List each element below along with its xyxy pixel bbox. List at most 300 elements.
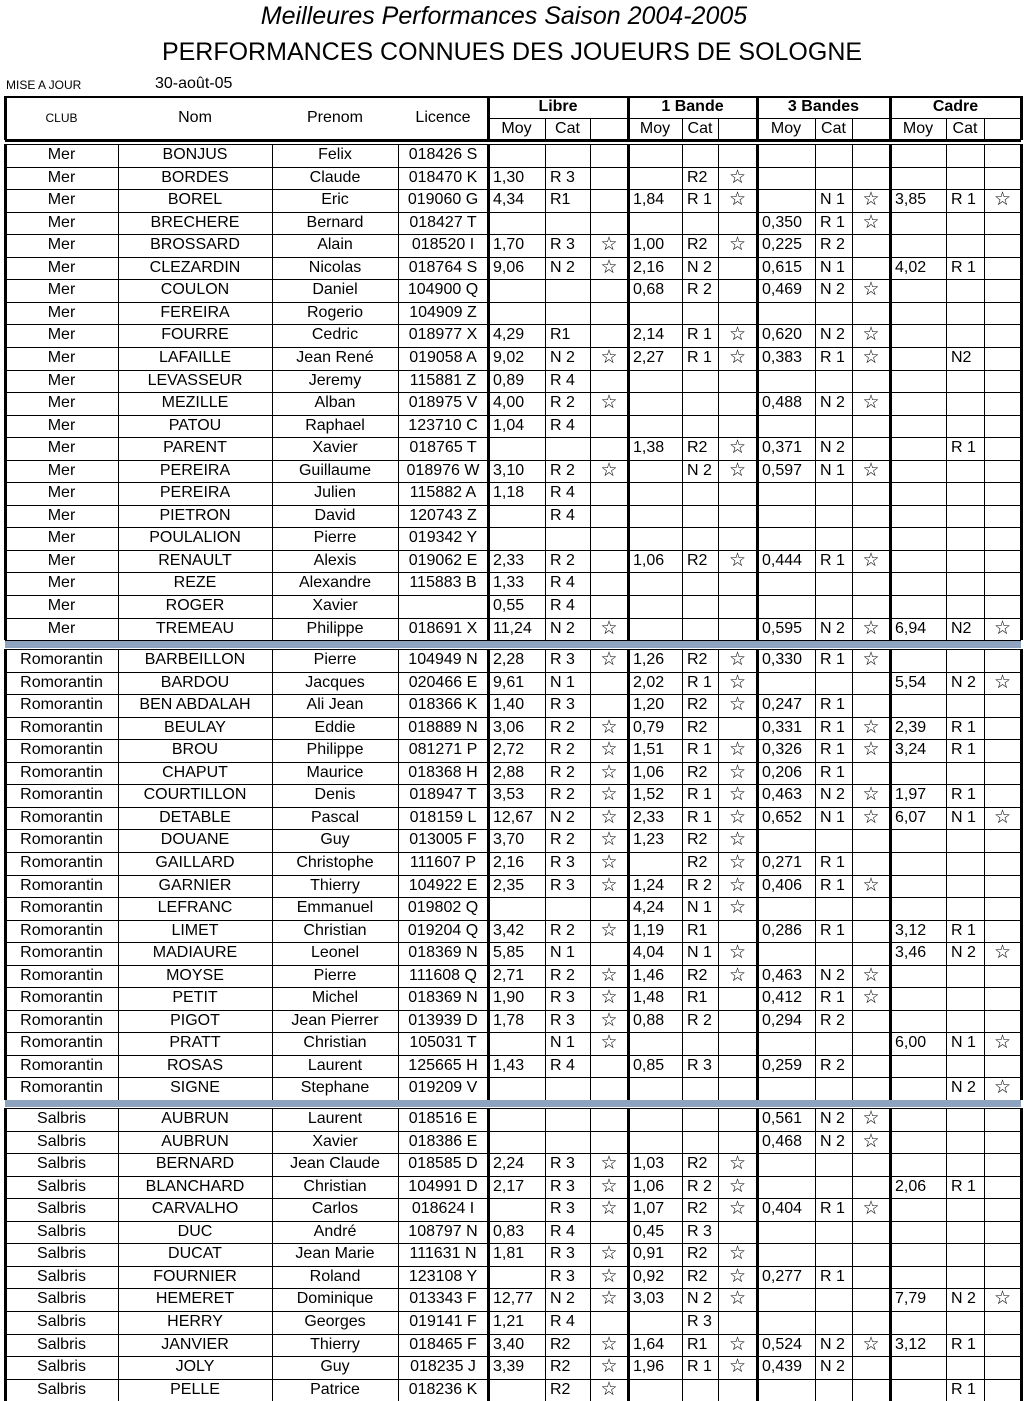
cell-1bande-star — [718, 1108, 757, 1131]
col-rule — [545, 144, 546, 640]
cell-cadre-cat: N2 — [951, 348, 972, 366]
cell-prenom: Pascal — [310, 808, 360, 826]
cell-prenom: Jean Pierrer — [291, 1011, 379, 1029]
cell-1bande-moy: 1,52 — [633, 786, 665, 804]
cell-1bande-star: ☆ — [728, 166, 747, 188]
cell-libre-star — [590, 572, 628, 595]
cell-1bande-cat: R1 — [687, 1335, 708, 1353]
cell-1bande-star: ☆ — [728, 234, 747, 256]
col-rule — [487, 1108, 490, 1401]
cell-libre-moy: 1,33 — [493, 574, 525, 592]
cell-licence: 104900 Q — [407, 281, 479, 299]
cell-3bandes-star: ☆ — [862, 324, 880, 346]
cell-3bandes-cat: R 1 — [820, 921, 845, 939]
cell-1bande-moy: 1,48 — [633, 989, 665, 1007]
cell-1bande-cat: R2 — [687, 1245, 708, 1263]
cell-1bande-moy — [633, 595, 682, 618]
cell-nom: JOLY — [175, 1358, 215, 1376]
header-3bandes-moy: Moy — [770, 120, 802, 137]
cell-prenom: Thierry — [310, 876, 360, 894]
cell-nom: DUCAT — [168, 1245, 222, 1263]
cell-libre-moy: 1,21 — [493, 1312, 525, 1330]
cell-cadre-cat: R 1 — [951, 191, 976, 209]
cell-3bandes-cat: N 2 — [820, 1335, 845, 1353]
cell-cadre-star: ☆ — [993, 189, 1012, 211]
cell-cadre-star: ☆ — [993, 806, 1012, 828]
cell-3bandes-star — [852, 572, 890, 595]
cell-3bandes-cat: N 2 — [820, 619, 845, 637]
cell-libre-cat: N 2 — [550, 808, 575, 826]
cell-cadre-cat — [951, 1055, 984, 1078]
cell-cadre-moy — [895, 1108, 946, 1131]
cell-3bandes-star: ☆ — [862, 211, 880, 233]
cell-cadre-cat — [951, 965, 984, 988]
header-cadre-moy: Moy — [902, 120, 934, 137]
cell-libre-cat: R 4 — [550, 1312, 575, 1330]
cell-3bandes-cat: N 2 — [820, 394, 845, 412]
cell-club: Romorantin — [20, 1056, 103, 1074]
cell-cadre-cat — [951, 1311, 984, 1334]
cell-club: Mer — [47, 348, 76, 366]
cell-cadre-moy: 3,46 — [895, 944, 927, 962]
cell-libre-cat: R 4 — [550, 1222, 575, 1240]
cell-club: Mer — [47, 303, 76, 321]
cell-3bandes-star — [852, 505, 890, 528]
header-cadre-cat: Cat — [952, 120, 978, 137]
header-col-rule — [1020, 96, 1023, 140]
cell-3bandes-star: ☆ — [862, 459, 880, 481]
cell-libre-star — [590, 415, 628, 438]
cell-cadre-star: ☆ — [993, 942, 1012, 964]
cell-3bandes-star — [852, 1010, 890, 1033]
cell-nom: DOUANE — [160, 831, 230, 849]
cell-3bandes-star — [852, 942, 890, 965]
cell-3bandes-star: ☆ — [862, 739, 880, 761]
cell-1bande-star — [718, 1379, 757, 1401]
cell-nom: CHAPUT — [162, 763, 228, 781]
cell-3bandes-cat — [820, 897, 852, 920]
cell-cadre-cat — [951, 392, 984, 415]
cell-libre-star — [590, 1131, 628, 1154]
cell-club: Mer — [47, 597, 76, 614]
cell-cadre-star — [984, 1311, 1021, 1334]
col-rule — [815, 144, 816, 640]
cell-libre-star — [590, 212, 628, 235]
cell-libre-moy — [493, 1077, 545, 1100]
cell-libre-star — [590, 279, 628, 302]
cell-1bande-cat: R2 — [687, 718, 708, 736]
cell-licence: 018386 E — [408, 1132, 478, 1150]
cell-cadre-moy — [895, 550, 946, 573]
cell-1bande-moy: 1,26 — [633, 651, 665, 668]
cell-nom: AUBRUN — [161, 1132, 229, 1150]
cell-licence: 018516 E — [408, 1110, 478, 1127]
cell-cadre-moy: 6,00 — [895, 1034, 927, 1052]
col-rule — [590, 144, 591, 640]
cell-libre-moy — [493, 437, 545, 460]
cell-libre-moy: 1,81 — [493, 1245, 525, 1263]
cell-cadre-moy — [895, 392, 946, 415]
cell-1bande-cat: R 3 — [687, 1312, 712, 1330]
cell-3bandes-cat: R 1 — [820, 651, 845, 668]
cell-1bande-cat: R 2 — [687, 876, 712, 894]
cell-libre-star: ☆ — [600, 649, 618, 670]
cell-licence: 123710 C — [408, 416, 478, 434]
cell-3bandes-moy: 0,561 — [762, 1110, 803, 1127]
cell-licence: 108797 N — [408, 1222, 478, 1240]
cell-3bandes-cat: R 1 — [820, 763, 845, 781]
cell-libre-cat: R 3 — [550, 1177, 575, 1195]
cell-3bandes-cat — [820, 572, 852, 595]
cell-prenom: David — [314, 506, 356, 524]
cell-1bande-star — [718, 618, 757, 641]
cell-nom: RENAULT — [158, 551, 232, 569]
cell-libre-star: ☆ — [600, 256, 618, 278]
header-bottom-rule — [5, 139, 1021, 142]
cell-licence: 018159 L — [409, 808, 477, 826]
cell-cadre-cat: R 1 — [951, 718, 976, 736]
header-libre-cat: Cat — [555, 120, 580, 137]
cell-club: Salbris — [37, 1245, 86, 1263]
cell-3bandes-cat — [820, 595, 852, 618]
cell-cadre-moy — [895, 279, 946, 302]
cell-club: Romorantin — [20, 1011, 103, 1029]
cell-libre-star — [590, 694, 628, 717]
cell-cadre-star — [984, 460, 1021, 483]
cell-3bandes-cat: N 1 — [820, 258, 845, 276]
cell-1bande-star — [718, 505, 757, 528]
cell-cadre-moy — [895, 370, 946, 393]
cell-prenom: Jacques — [305, 673, 365, 691]
cell-3bandes-moy: 0,326 — [762, 741, 803, 759]
cell-cadre-cat: R 1 — [951, 741, 976, 759]
cell-cadre-cat — [951, 694, 984, 717]
cell-libre-cat: R 2 — [550, 786, 575, 804]
col-rule — [272, 144, 273, 640]
group-separator-band — [5, 641, 1021, 648]
cell-libre-moy: 3,53 — [493, 786, 525, 804]
cell-cadre-cat — [951, 212, 984, 235]
cell-prenom: Christian — [303, 1034, 367, 1052]
cell-licence: 018976 W — [406, 461, 480, 479]
cell-libre-cat: R 3 — [550, 1200, 575, 1218]
cell-cadre-cat: R 1 — [951, 786, 976, 804]
header-nom: Nom — [178, 109, 212, 126]
cell-libre-moy — [493, 144, 545, 167]
cell-3bandes-cat: R 1 — [820, 348, 845, 366]
cell-1bande-cat: R1 — [687, 921, 708, 939]
cell-licence: 019209 V — [408, 1079, 478, 1097]
cell-libre-star: ☆ — [600, 1288, 618, 1310]
col-rule — [718, 144, 719, 640]
cell-3bandes-moy: 0,350 — [762, 213, 803, 231]
cell-3bandes-moy: 0,247 — [762, 696, 803, 714]
cell-club: Salbris — [37, 1335, 86, 1353]
cell-1bande-star — [718, 920, 757, 943]
cell-libre-star — [590, 897, 628, 920]
cell-1bande-star: ☆ — [728, 1198, 747, 1220]
cell-cadre-star — [984, 717, 1021, 740]
cell-club: Mer — [47, 619, 76, 637]
cell-3bandes-star: ☆ — [862, 392, 880, 414]
cell-1bande-star — [718, 144, 757, 167]
cell-3bandes-star — [852, 527, 890, 550]
cell-3bandes-moy — [762, 595, 815, 618]
cell-1bande-cat: N 2 — [687, 1290, 712, 1308]
cell-3bandes-moy — [762, 189, 815, 212]
cell-3bandes-cat: R 1 — [820, 1200, 845, 1218]
cell-prenom: Julien — [314, 484, 356, 502]
cell-libre-cat: R2 — [550, 1380, 571, 1398]
col-rule — [852, 144, 853, 640]
cell-cadre-star — [984, 595, 1021, 618]
cell-libre-cat: R 3 — [550, 989, 575, 1007]
cell-libre-star — [590, 167, 628, 190]
cell-cadre-star — [984, 649, 1021, 672]
cell-cadre-star: ☆ — [993, 1288, 1012, 1310]
cell-3bandes-moy — [762, 897, 815, 920]
col-rule — [984, 144, 985, 640]
cell-nom: REZE — [173, 574, 217, 592]
cell-nom: ROGER — [165, 597, 225, 614]
cell-3bandes-cat: R 1 — [820, 213, 845, 231]
cell-nom: PARENT — [163, 439, 227, 457]
cell-1bande-moy — [633, 392, 682, 415]
col-rule — [627, 649, 630, 1100]
cell-club: Romorantin — [20, 651, 103, 668]
cell-libre-cat: R2 — [550, 1335, 571, 1353]
cell-1bande-star: ☆ — [728, 897, 747, 919]
cell-3bandes-moy — [762, 415, 815, 438]
cell-cadre-star — [984, 347, 1021, 370]
cell-3bandes-moy: 0,468 — [762, 1132, 803, 1150]
cell-club: Romorantin — [20, 763, 103, 781]
cell-libre-star: ☆ — [600, 1032, 618, 1054]
cell-club: Mer — [47, 506, 76, 524]
cell-cadre-cat — [951, 987, 984, 1010]
col-rule — [889, 1108, 892, 1401]
header-col-rule — [946, 118, 947, 140]
cell-3bandes-moy — [762, 527, 815, 550]
cell-3bandes-star — [852, 694, 890, 717]
cell-libre-cat: N 2 — [550, 619, 575, 637]
cell-3bandes-star — [852, 672, 890, 695]
cell-libre-star: ☆ — [600, 987, 618, 1009]
cell-cadre-star — [984, 144, 1021, 167]
cell-club: Romorantin — [20, 808, 103, 826]
cell-prenom: Denis — [314, 786, 356, 804]
cell-cadre-star — [984, 1379, 1021, 1401]
cell-cadre-cat — [951, 527, 984, 550]
cell-licence: 018765 T — [409, 439, 477, 457]
cell-prenom: Xavier — [312, 439, 358, 457]
cell-nom: BERNARD — [155, 1155, 235, 1173]
cell-licence: 111608 Q — [409, 966, 477, 984]
cell-cadre-cat: R 1 — [951, 439, 976, 457]
col-rule — [627, 144, 630, 640]
cell-3bandes-star: ☆ — [862, 279, 880, 301]
cell-3bandes-star — [852, 1266, 890, 1289]
cell-libre-moy: 11,24 — [493, 619, 532, 637]
cell-libre-moy: 3,39 — [493, 1358, 525, 1376]
cell-1bande-moy — [633, 1077, 682, 1100]
cell-licence: 104949 N — [408, 651, 478, 668]
cell-3bandes-star — [852, 1379, 890, 1401]
cell-1bande-cat: R 2 — [687, 1011, 712, 1029]
cell-licence: 019141 F — [409, 1312, 477, 1330]
cell-1bande-cat: N 2 — [687, 258, 712, 276]
cell-1bande-star — [718, 527, 757, 550]
cell-prenom: Laurent — [307, 1110, 363, 1127]
cell-1bande-cat — [687, 392, 718, 415]
cell-1bande-star: ☆ — [728, 964, 747, 986]
cell-3bandes-cat: R 2 — [820, 1011, 845, 1029]
cell-cadre-star: ☆ — [993, 1077, 1012, 1099]
cell-prenom: Pierre — [313, 529, 357, 547]
cell-cadre-star — [984, 1176, 1021, 1199]
cell-nom: PELLE — [170, 1380, 220, 1398]
cell-cadre-cat — [951, 460, 984, 483]
cell-3bandes-star: ☆ — [862, 617, 880, 639]
cell-1bande-star: ☆ — [728, 694, 747, 716]
cell-licence: 018470 K — [408, 168, 478, 186]
cell-1bande-moy: 0,92 — [633, 1267, 665, 1285]
cell-3bandes-star: ☆ — [862, 549, 880, 571]
cell-prenom: Bernard — [306, 213, 364, 231]
cell-libre-star: ☆ — [600, 392, 618, 414]
cell-cadre-cat — [951, 505, 984, 528]
col-rule — [398, 1108, 399, 1401]
cell-1bande-moy — [633, 1311, 682, 1334]
cell-3bandes-cat: R 1 — [820, 876, 845, 894]
cell-cadre-star — [984, 1221, 1021, 1244]
cell-1bande-cat — [687, 370, 718, 393]
cell-club: Mer — [47, 371, 76, 389]
cell-club: Romorantin — [20, 786, 103, 804]
cell-3bandes-moy: 0,488 — [762, 394, 803, 412]
cell-libre-cat: N 2 — [550, 348, 575, 366]
cell-club: Mer — [47, 529, 76, 547]
cell-cadre-cat — [951, 279, 984, 302]
cell-prenom: Christophe — [296, 853, 374, 871]
cell-cadre-moy — [895, 167, 946, 190]
cell-3bandes-moy: 0,463 — [762, 786, 803, 804]
cell-cadre-moy — [895, 347, 946, 370]
cell-3bandes-moy — [762, 829, 815, 852]
cell-3bandes-moy: 0,469 — [762, 281, 803, 299]
cell-licence: 120743 Z — [409, 506, 477, 524]
update-label: MISE A JOUR — [6, 78, 82, 92]
cell-licence: 125665 H — [408, 1056, 478, 1074]
cell-nom: PRATT — [169, 1034, 221, 1052]
cell-prenom: Patrice — [310, 1380, 360, 1398]
cell-cadre-cat — [951, 370, 984, 393]
cell-cadre-moy — [895, 1243, 946, 1266]
cell-3bandes-cat: N 2 — [820, 966, 845, 984]
cell-cadre-moy: 6,94 — [895, 619, 927, 637]
cell-3bandes-star: ☆ — [862, 649, 880, 670]
cell-cadre-moy — [895, 234, 946, 257]
cell-nom: MEZILLE — [161, 394, 229, 412]
cell-nom: COURTILLON — [143, 786, 247, 804]
cell-1bande-star: ☆ — [728, 739, 747, 761]
cell-1bande-moy: 4,04 — [633, 944, 665, 962]
cell-cadre-star — [984, 370, 1021, 393]
col-rule — [118, 144, 119, 640]
cell-prenom: Jean Marie — [295, 1245, 375, 1263]
cell-libre-star — [590, 1221, 628, 1244]
cell-libre-moy — [493, 279, 545, 302]
cell-licence: 019342 Y — [408, 529, 478, 547]
cell-libre-star: ☆ — [600, 1356, 618, 1378]
cell-3bandes-star — [852, 595, 890, 618]
col-rule — [118, 1108, 119, 1401]
cell-1bande-moy — [633, 572, 682, 595]
cell-libre-cat — [550, 279, 590, 302]
cell-3bandes-moy: 0,330 — [762, 651, 803, 668]
cell-libre-moy — [493, 527, 545, 550]
cell-1bande-cat: R 1 — [687, 1358, 712, 1376]
cell-3bandes-cat: N 2 — [820, 281, 845, 299]
cell-prenom: Rogerio — [306, 303, 364, 321]
cell-1bande-star — [718, 1010, 757, 1033]
cell-cadre-star — [984, 257, 1021, 280]
cell-1bande-star: ☆ — [728, 761, 747, 783]
cell-libre-cat — [550, 1108, 590, 1131]
cell-licence: 018366 K — [408, 696, 478, 714]
cell-club: Mer — [47, 281, 76, 299]
cell-3bandes-cat: N 2 — [820, 1110, 845, 1127]
cell-licence: 019204 Q — [407, 921, 479, 939]
cell-1bande-cat — [687, 505, 718, 528]
cell-cadre-cat: R 1 — [951, 1380, 976, 1398]
cell-licence: 115882 A — [409, 484, 477, 502]
cell-club: Mer — [47, 191, 76, 209]
cell-libre-star — [590, 672, 628, 695]
col-rule — [756, 1108, 759, 1401]
cell-cadre-cat — [951, 324, 984, 347]
cell-cadre-star — [984, 1010, 1021, 1033]
cell-libre-cat — [550, 437, 590, 460]
cell-libre-moy: 1,70 — [493, 236, 525, 254]
cell-cadre-cat — [951, 167, 984, 190]
cell-cadre-moy — [895, 324, 946, 347]
cell-cadre-star — [984, 437, 1021, 460]
cell-licence: 104909 Z — [409, 303, 477, 321]
cell-cadre-star — [984, 1108, 1021, 1131]
cell-cadre-moy — [895, 875, 946, 898]
cell-1bande-moy: 1,06 — [633, 551, 665, 569]
cell-1bande-moy — [633, 505, 682, 528]
cell-libre-moy: 1,40 — [493, 696, 525, 714]
cell-3bandes-cat: R 1 — [820, 853, 845, 871]
cell-libre-cat: R 3 — [550, 1267, 575, 1285]
cell-1bande-star — [718, 1055, 757, 1078]
cell-libre-star — [590, 324, 628, 347]
cell-licence: 018427 T — [409, 213, 477, 231]
cell-1bande-cat: R2 — [687, 168, 708, 186]
cell-3bandes-star — [852, 1221, 890, 1244]
cell-1bande-moy: 1,46 — [633, 966, 665, 984]
col-rule — [272, 1108, 273, 1401]
cell-libre-moy: 2,33 — [493, 551, 525, 569]
cell-libre-moy: 4,29 — [493, 326, 525, 344]
cell-cadre-star — [984, 550, 1021, 573]
cell-libre-moy: 2,72 — [493, 741, 525, 759]
cell-1bande-moy: 0,88 — [633, 1011, 665, 1029]
cell-cadre-moy — [895, 595, 946, 618]
cell-3bandes-moy: 0,383 — [762, 348, 803, 366]
